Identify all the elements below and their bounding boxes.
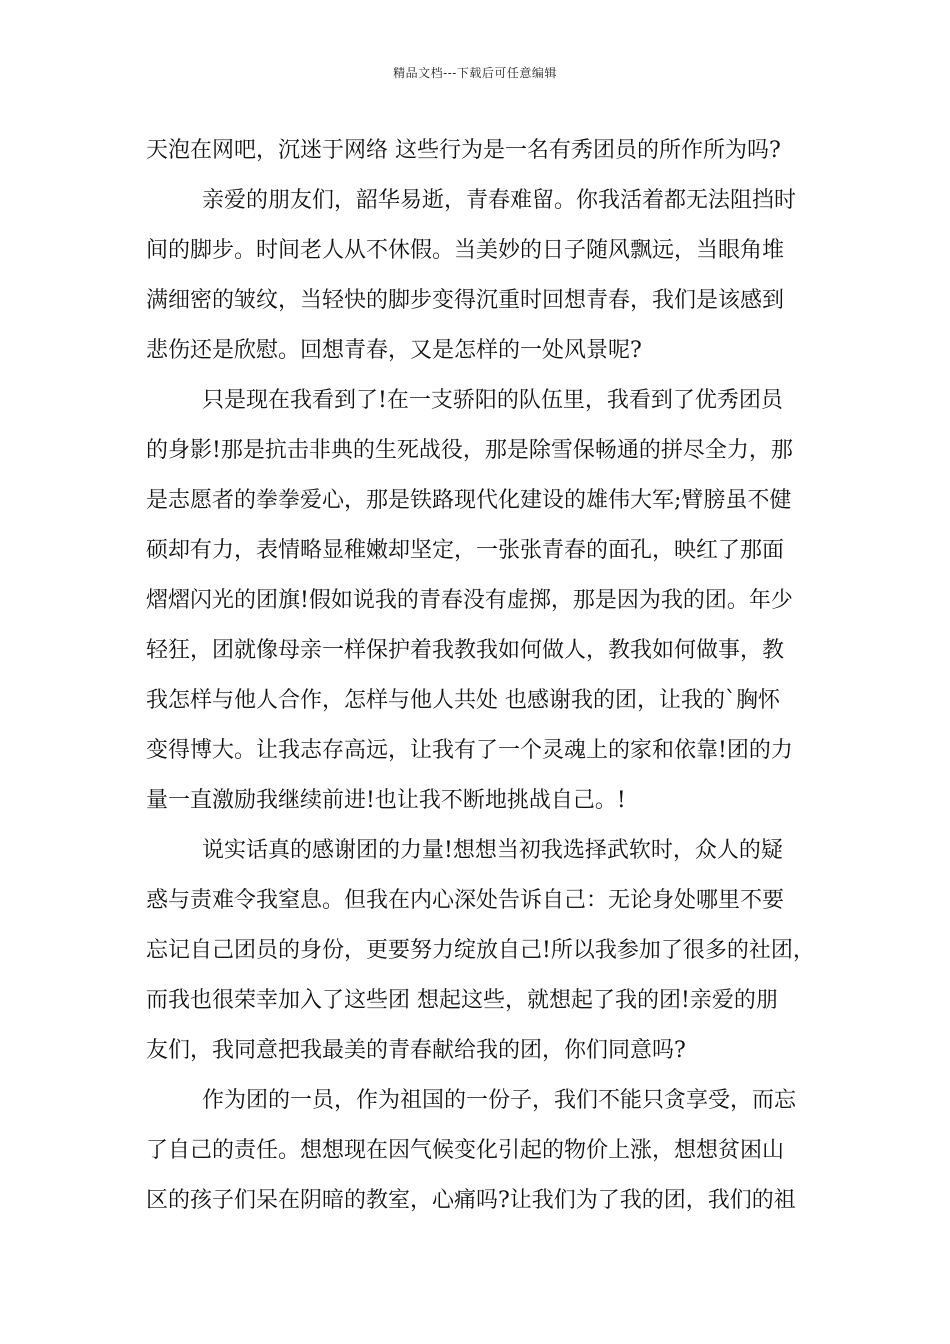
text-line: 区的孩子们呆在阴暗的教室，心痛吗?让我们为了我的团，我们的祖: [146, 1188, 796, 1213]
paragraph-start-line: 作为团的一员，作为祖国的一份子，我们不能只贪享受，而忘: [202, 1088, 797, 1113]
text-line: 间的脚步。时间老人从不休假。当美妙的日子随风飘远，当眼角堆: [146, 238, 785, 263]
page-header: 精品文档---下载后可任意编辑: [393, 66, 557, 80]
document-body: [146, 126, 826, 1226]
text-line: 硕却有力，表情略显稚嫩却坚定，一张张青春的面孔，映红了那面: [146, 538, 785, 563]
paragraph-start-line: 亲爱的朋友们，韶华易逝，青春难留。你我活着都无法阻挡时: [202, 188, 797, 213]
text-line: 的身影!那是抗击非典的生死战役，那是除雪保畅通的拼尽全力，那: [146, 438, 793, 463]
paragraph-start-line: 只是现在我看到了!在一支骄阳的队伍里，我看到了优秀团员: [202, 388, 783, 413]
text-line: 我怎样与他人合作，怎样与他人共处 也感谢我的团，让我的`胸怀: [146, 688, 780, 713]
text-line: 悲伤还是欣慰。回想青春，又是怎样的一处风景呢?: [146, 338, 642, 363]
text-line: 而我也很荣幸加入了这些团 想起这些，就想起了我的团!亲爱的朋: [146, 988, 778, 1013]
text-line: 天泡在网吧，沉迷于网络 这些行为是一名有秀团员的所作所为吗?: [146, 138, 781, 163]
text-line: 是志愿者的拳拳爱心，那是铁路现代化建设的雄伟大军;臂膀虽不健: [146, 488, 792, 513]
text-line: 量一直激励我继续前进!也让我不断地挑战自己。!: [146, 788, 626, 813]
text-line: 轻狂，团就像母亲一样保护着我教我如何做人，教我如何做事，教: [146, 638, 785, 663]
text-line: 惑与责难令我窒息。但我在内心深处告诉自己：无论身处哪里不要: [146, 888, 785, 913]
text-line: 变得博大。让我志存高远，让我有了一个灵魂上的家和依靠!团的力: [146, 738, 793, 763]
paragraph-start-line: 说实话真的感谢团的力量!想想当初我选择武软时，众人的疑: [202, 838, 783, 863]
text-line: 熠熠闪光的团旗!假如说我的青春没有虚掷，那是因为我的团。年少: [146, 588, 793, 613]
text-line: 了自己的责任。想想现在因气候变化引起的物价上涨，想想贫困山: [146, 1138, 785, 1163]
text-line: 忘记自己团员的身份，更要努力绽放自己!所以我参加了很多的社团，: [146, 938, 815, 963]
text-line: 满细密的皱纹，当轻快的脚步变得沉重时回想青春，我们是该感到: [146, 288, 785, 313]
text-line: 友们，我同意把我最美的青春献给我的团，你们同意吗?: [146, 1038, 686, 1063]
